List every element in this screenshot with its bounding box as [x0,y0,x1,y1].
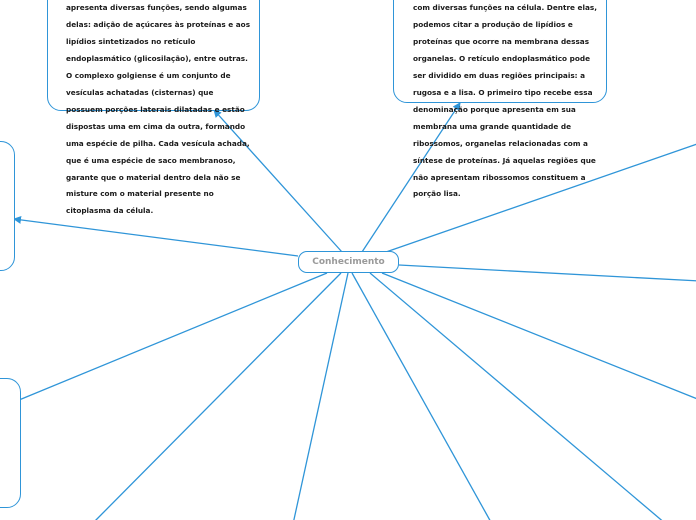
text-line: O complexo golgiense é um conjunto de [66,71,231,81]
central-topic[interactable] [298,251,399,273]
text-line: denominação porque apresenta em sua [413,104,576,114]
connector-bottom-left [92,273,341,520]
connector-bottom-right [370,273,666,520]
connector-bottom-center-right [352,273,492,520]
node-left-partial[interactable] [0,141,15,271]
text-line: rugosa e a lisa. O primeiro tipo recebe essa [413,87,593,97]
text-line: proteínas que ocorre na membrana dessas [413,37,590,47]
text-line: que é uma espécie de saco membranoso, [66,155,236,165]
text-line: endoplasmático (glicosilação), entre outras. [66,54,248,64]
text-line: citoplasma da célula. [66,206,154,216]
node-reticulo-endoplasmatico[interactable] [393,0,607,199]
connector-left-node [14,219,298,256]
text-line: possuem porções laterais dilatadas e estão [66,104,245,114]
text-line: com diversas funções na célula. Dentre elas, [413,3,598,13]
text-line: ser dividido em duas regiões principais: a [413,71,586,81]
text-line: membrana uma grande quantidade de [413,121,572,131]
node-complexo-golgiense[interactable] [47,0,260,216]
text-line: ribossomos, organelas relacionadas com a [413,138,588,148]
connector-lower-right [382,273,696,400]
text-line: uma espécie de pilha. Cada vesícula achada, [66,138,250,148]
text-line: garante que o material dentro dela não se [66,172,241,182]
text-line: não apresentam ribossomos constituem a [413,172,586,182]
text-line: misture com o material presente no [66,189,214,199]
central-topic-label: Conhecimento [312,257,385,267]
text-line: porção lisa. [413,189,461,199]
text-line: apresenta diversas funções, sendo algumas [66,3,247,13]
node-reticulo-text [394,0,606,207]
text-line: podemos citar a produção de lipídios e [413,20,573,30]
text-line: vesículas achatadas (cisternas) que [66,87,214,97]
connector-lower-left-node [19,273,327,400]
text-line: lipídios sintetizados no retículo [66,37,196,47]
text-line: organelas. O retículo endoplasmático pode [413,54,591,64]
node-lower-left-partial[interactable] [0,378,21,508]
connector-right [399,265,696,281]
connector-bottom-center-left [293,273,348,520]
text-line: síntese de proteínas. Já aquelas regiões que [413,155,596,165]
node-golgi-text [48,0,259,224]
text-line: dispostas uma em cima da outra, formando [66,121,246,131]
text-line: delas: adição de açúcares às proteínas e aos [66,20,251,30]
